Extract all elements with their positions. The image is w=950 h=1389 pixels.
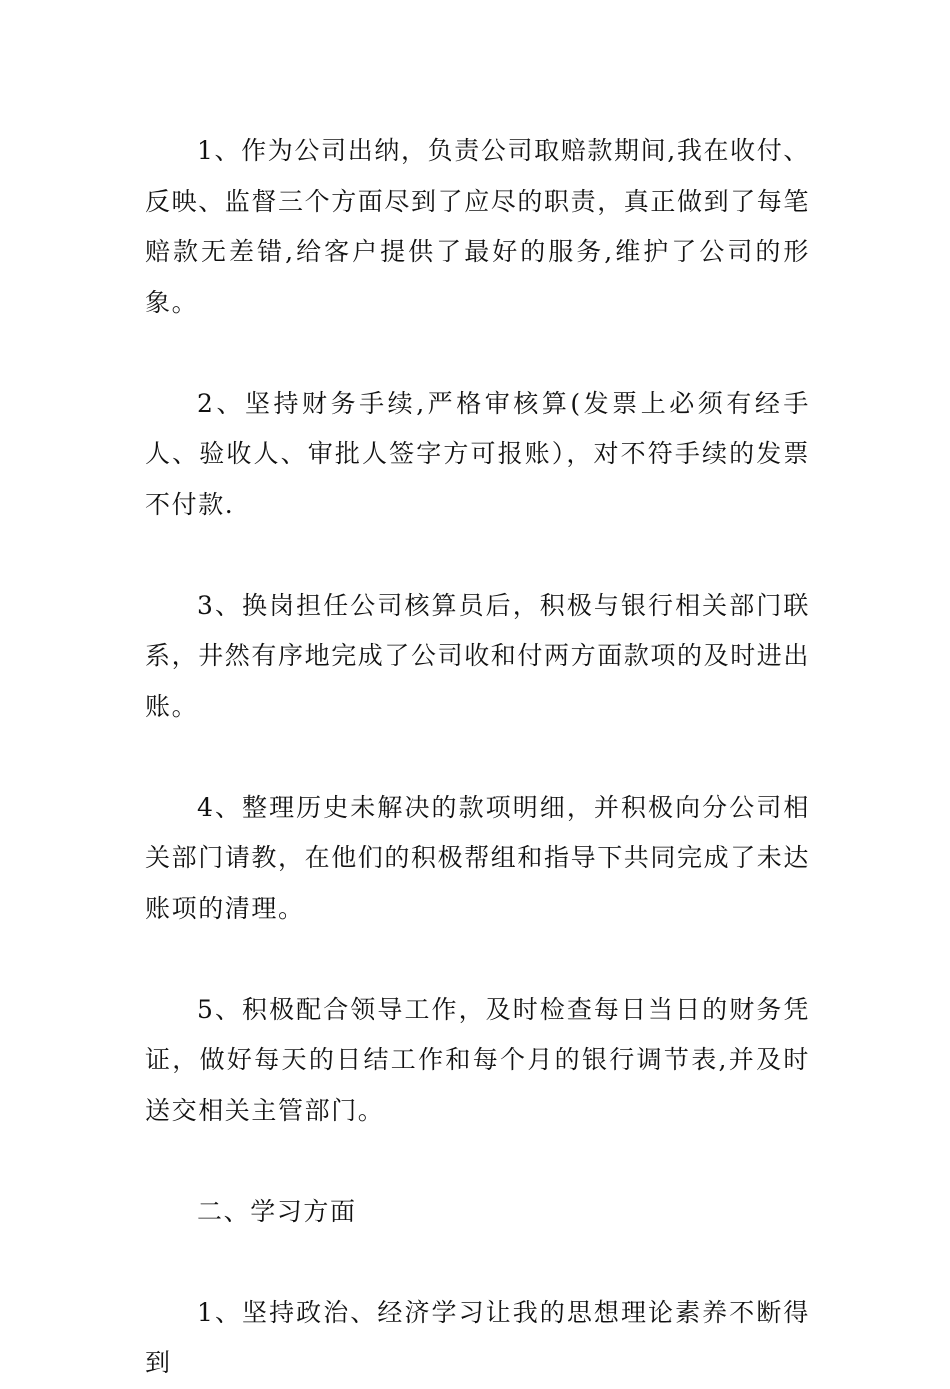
section-heading-study: 二、学习方面 [197,1196,357,1226]
paragraph-5: 5、积极配合领导工作，及时检查每日当日的财务凭证，做好每天的日结工作和每个月的银行调节表,并及时送交相关主管部门。 [145,994,810,1125]
paragraph-4: 4、整理历史未解决的款项明细，并积极向分公司相关部门请教，在他们的积极帮组和指导下共同完成了未达账项的清理。 [145,792,811,923]
paragraph-6: 1、坚持政治、经济学习让我的思想理论素养不断得到 [145,1297,810,1377]
paragraph-1: 1、作为公司出纳，负责公司取赔款期间,我在收付、反映、监督三个方面尽到了应尽的职责，真正做到了每笔赔款无差错,给客户提供了最好的服务,维护了公司的形象。 [145,136,811,317]
paragraph-3: 3、换岗担任公司核算员后，积极与银行相关部门联系，井然有序地完成了公司收和付两方面款项的及时进出账。 [145,590,811,721]
paragraph-2: 2、坚持财务手续,严格审核算(发票上必须有经手人、验收人、审批人签字方可报账），对不符手续的发票不付款. [145,388,810,519]
document-body [145,126,810,1389]
